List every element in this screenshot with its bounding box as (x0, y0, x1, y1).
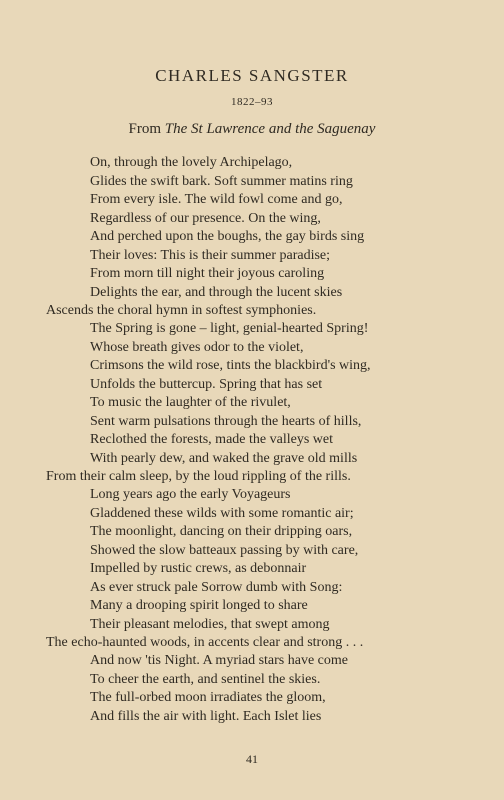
poem-line: To cheer the earth, and sentinel the skies. (90, 671, 321, 687)
poem-line: As ever struck pale Sorrow dumb with Song: (90, 579, 343, 595)
poem-line: The Spring is gone – light, genial-hearted Spring! (90, 321, 369, 336)
poem-line: Many a drooping spirit longed to share (90, 598, 308, 613)
poem-line: With pearly dew, and waked the grave old mills (90, 450, 358, 466)
poem-line: Impelled by rustic crews, as debonnair (90, 561, 307, 576)
poem-line: Reclothed the forests, made the valleys wet (90, 432, 333, 447)
poem-line: Their pleasant melodies, that swept among (90, 616, 330, 632)
poem-line: And now 'tis Night. A myriad stars have come (90, 653, 348, 668)
poem-line: Crimsons the wild rose, tints the blackbird's wing, (90, 358, 371, 373)
poem-line: The echo-haunted woods, in accents clear and strong . . . (46, 635, 364, 650)
poem-title (0, 121, 504, 138)
poem-line: And perched upon the boughs, the gay birds sing (90, 229, 365, 244)
poem-line: Gladdened these wilds with some romantic air; (90, 505, 354, 521)
poem-line: Their loves: This is their summer paradise; (90, 247, 331, 263)
poem-line: From every isle. The wild fowl come and go, (90, 192, 343, 207)
poem-line: Showed the slow batteaux passing by with care, (90, 542, 359, 558)
poem-line: From morn till night their joyous caroling (90, 266, 325, 281)
poem-line: Glides the swift bark. Soft summer matins ring (90, 173, 353, 189)
poem-line: Unfolds the buttercup. Spring that has set (90, 376, 323, 392)
poem-line: From their calm sleep, by the loud rippling of the rills. (46, 469, 351, 484)
poem-line: Whose breath gives odor to the violet, (90, 339, 304, 355)
poem-line: To music the laughter of the rivulet, (90, 395, 291, 410)
author-name: CHARLES SANGSTER (155, 66, 349, 85)
poem-line: Delights the ear, and through the lucent skies (90, 284, 343, 300)
poem-title-prefix: From (128, 121, 165, 137)
poem-line: On, through the lovely Archipelago, (90, 155, 293, 170)
poem-line: The moonlight, dancing on their dripping oars, (90, 524, 353, 539)
poem-line: Sent warm pulsations through the hearts of hills, (90, 413, 362, 429)
poem-line: The full-orbed moon irradiates the gloom, (90, 690, 326, 705)
poem-line: And fills the air with light. Each Islet lies (90, 708, 322, 724)
page-number: 41 (246, 752, 258, 766)
poem-line: Long years ago the early Voyageurs (90, 487, 291, 502)
author-dates: 1822–93 (231, 96, 273, 108)
poem-line: Ascends the choral hymn in softest symphonies. (46, 303, 317, 318)
poem-line: Regardless of our presence. On the wing, (90, 210, 321, 226)
poem-title-italic: The St Lawrence and the Saguenay (164, 121, 376, 137)
